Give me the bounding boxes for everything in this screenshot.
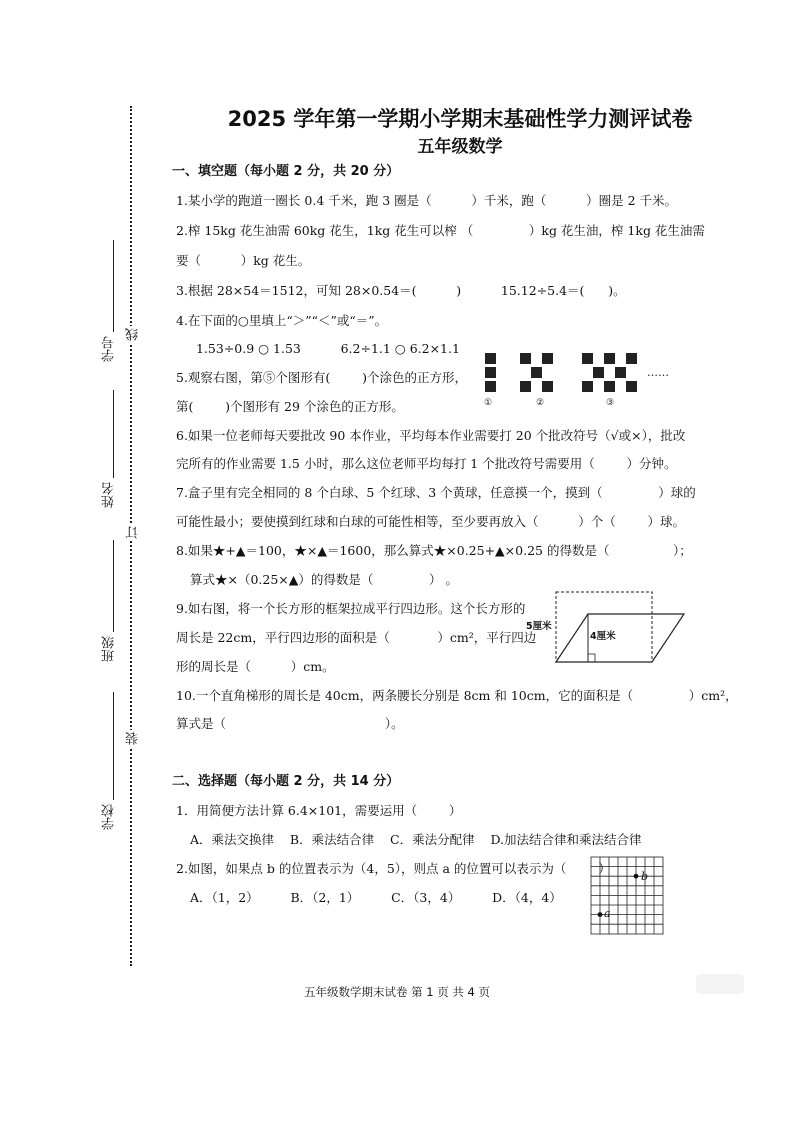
school-label: 学校	[102, 804, 117, 830]
shaded-square	[531, 367, 542, 378]
grid-diagram	[590, 856, 666, 936]
shaded-square	[542, 353, 553, 364]
question-2-2: 2.如图，如果点 b 的位置表示为（4，5），则点 a 的位置可以表示为（ ）	[176, 861, 611, 876]
class-label: 班级	[102, 636, 117, 662]
question-2-2-options: A．（1，2） B．（2，1） C．（3，4） D．（4，4）	[190, 890, 562, 905]
question-1-3: 3.根据 28×54＝1512，可知 28×0.54＝( ) 15.12÷5.4＝( )。	[176, 283, 626, 298]
name-rule	[113, 390, 114, 478]
class-rule	[113, 540, 114, 632]
exam-subtitle: 五年级数学	[417, 137, 503, 157]
shaded-square	[582, 381, 593, 392]
shaded-square	[582, 353, 593, 364]
question-1-10b: 算式是（ ）。	[176, 716, 404, 731]
coordinate-grid-figure	[590, 856, 666, 940]
shaded-square	[626, 381, 637, 392]
binding-char-line: 线	[126, 328, 141, 341]
point-b-label: b	[641, 870, 649, 883]
rectangle-parallelogram-figure	[526, 588, 688, 672]
question-1-8a: 8.如果★+▲＝100，★×▲＝1600，那么算式★×0.25+▲×0.25 的得数是（ ）；	[176, 543, 692, 558]
question-1-2a: 2.榨 15kg 花生油需 60kg 花生，1kg 花生可以榨 （ ）kg 花生油，榨 1kg 花生油需	[176, 223, 705, 238]
shaded-square	[604, 381, 615, 392]
point-a-label: a	[604, 907, 611, 920]
question-2-1-options: A．乘法交换律 B．乘法结合律 C．乘法分配律 D.加法结合律和乘法结合律	[190, 832, 642, 847]
question-1-9b: 周长是 22cm，平行四边形的面积是（ ）cm²，平行四边	[176, 630, 537, 645]
question-2-1: 1．用简便方法计算 6.4×101，需要运用（ ）	[176, 803, 462, 818]
shaded-square	[520, 353, 531, 364]
watermark-badge	[696, 974, 744, 994]
figure-label-1: ①	[484, 398, 493, 408]
exam-title: 2025 学年第一学期小学期末基础性学力测评试卷	[227, 107, 693, 131]
square-pattern-figure	[482, 353, 682, 413]
binding-char-zhuang: 装	[126, 732, 141, 745]
shaded-square	[542, 381, 553, 392]
question-1-1: 1.某小学的跑道一圈长 0.4 千米，跑 3 圈是（ ）千米，跑（ ）圈是 2 千米。	[176, 193, 678, 208]
shaded-square	[604, 353, 615, 364]
question-1-6a: 6.如果一位老师每天要批改 90 本作业，平均每本作业需要打 20 个批改符号（√或×），批改	[176, 428, 686, 443]
question-1-4: 4.在下面的○里填上“＞”“＜”或“＝”。	[176, 313, 388, 328]
shaded-square	[485, 353, 496, 364]
binding-char-ding: 订	[126, 526, 141, 539]
question-1-9a: 9.如右图，将一个长方形的框架拉成平行四边形。这个长方形的	[176, 601, 526, 616]
parallelogram-diagram	[548, 588, 688, 668]
shaded-square	[520, 381, 531, 392]
side-length-label: 5厘米	[526, 621, 552, 632]
height-label: 4厘米	[590, 631, 616, 642]
shaded-square	[485, 381, 496, 392]
question-1-2b: 要（ ）kg 花生。	[176, 253, 311, 268]
student-id-rule	[113, 240, 114, 332]
question-1-10a: 10.一个直角梯形的周长是 40cm，两条腰长分别是 8cm 和 10cm，它的面积是（ ）cm²，	[176, 688, 738, 703]
page-footer: 五年级数学期末试卷 第 1 页 共 4 页	[303, 985, 491, 999]
shaded-square	[626, 353, 637, 364]
name-label: 姓名	[102, 482, 117, 508]
section1-heading: 一、填空题（每小题 2 分，共 20 分）	[172, 164, 400, 179]
question-1-8b: 算式★×（0.25×▲）的得数是（ ） 。	[190, 572, 458, 587]
shaded-square	[593, 367, 604, 378]
figure-label-3: ③	[606, 398, 615, 408]
question-1-5a: 5.观察右图，第⑤个图形有( )个涂色的正方形，	[176, 370, 467, 385]
question-1-7a: 7.盒子里有完全相同的 8 个白球、5 个红球、3 个黄球，任意摸一个，摸到（ ）球的	[176, 485, 696, 500]
question-1-5b: 第( )个图形有 29 个涂色的正方形。	[176, 399, 404, 414]
figure-label-2: ②	[536, 398, 545, 408]
question-1-4-items: 1.53÷0.9 ○ 1.53 6.2÷1.1 ○ 6.2×1.1	[196, 341, 460, 356]
school-rule	[113, 692, 114, 800]
student-id-label: 学号	[102, 336, 117, 362]
question-1-9c: 形的周长是（ ）cm。	[176, 659, 335, 674]
shaded-square	[485, 367, 496, 378]
question-1-6b: 完所有的作业需要 1.5 小时，那么这位老师平均每打 1 个批改符号需要用（ ）分钟。	[176, 456, 677, 471]
shaded-square	[615, 367, 626, 378]
pattern-ellipsis: ……	[647, 366, 669, 379]
section2-heading: 二、选择题（每小题 2 分，共 14 分）	[172, 774, 400, 789]
question-1-7b: 可能性最小；要使摸到红球和白球的可能性相等，至少要再放入（ ）个（ ）球。	[176, 514, 686, 529]
